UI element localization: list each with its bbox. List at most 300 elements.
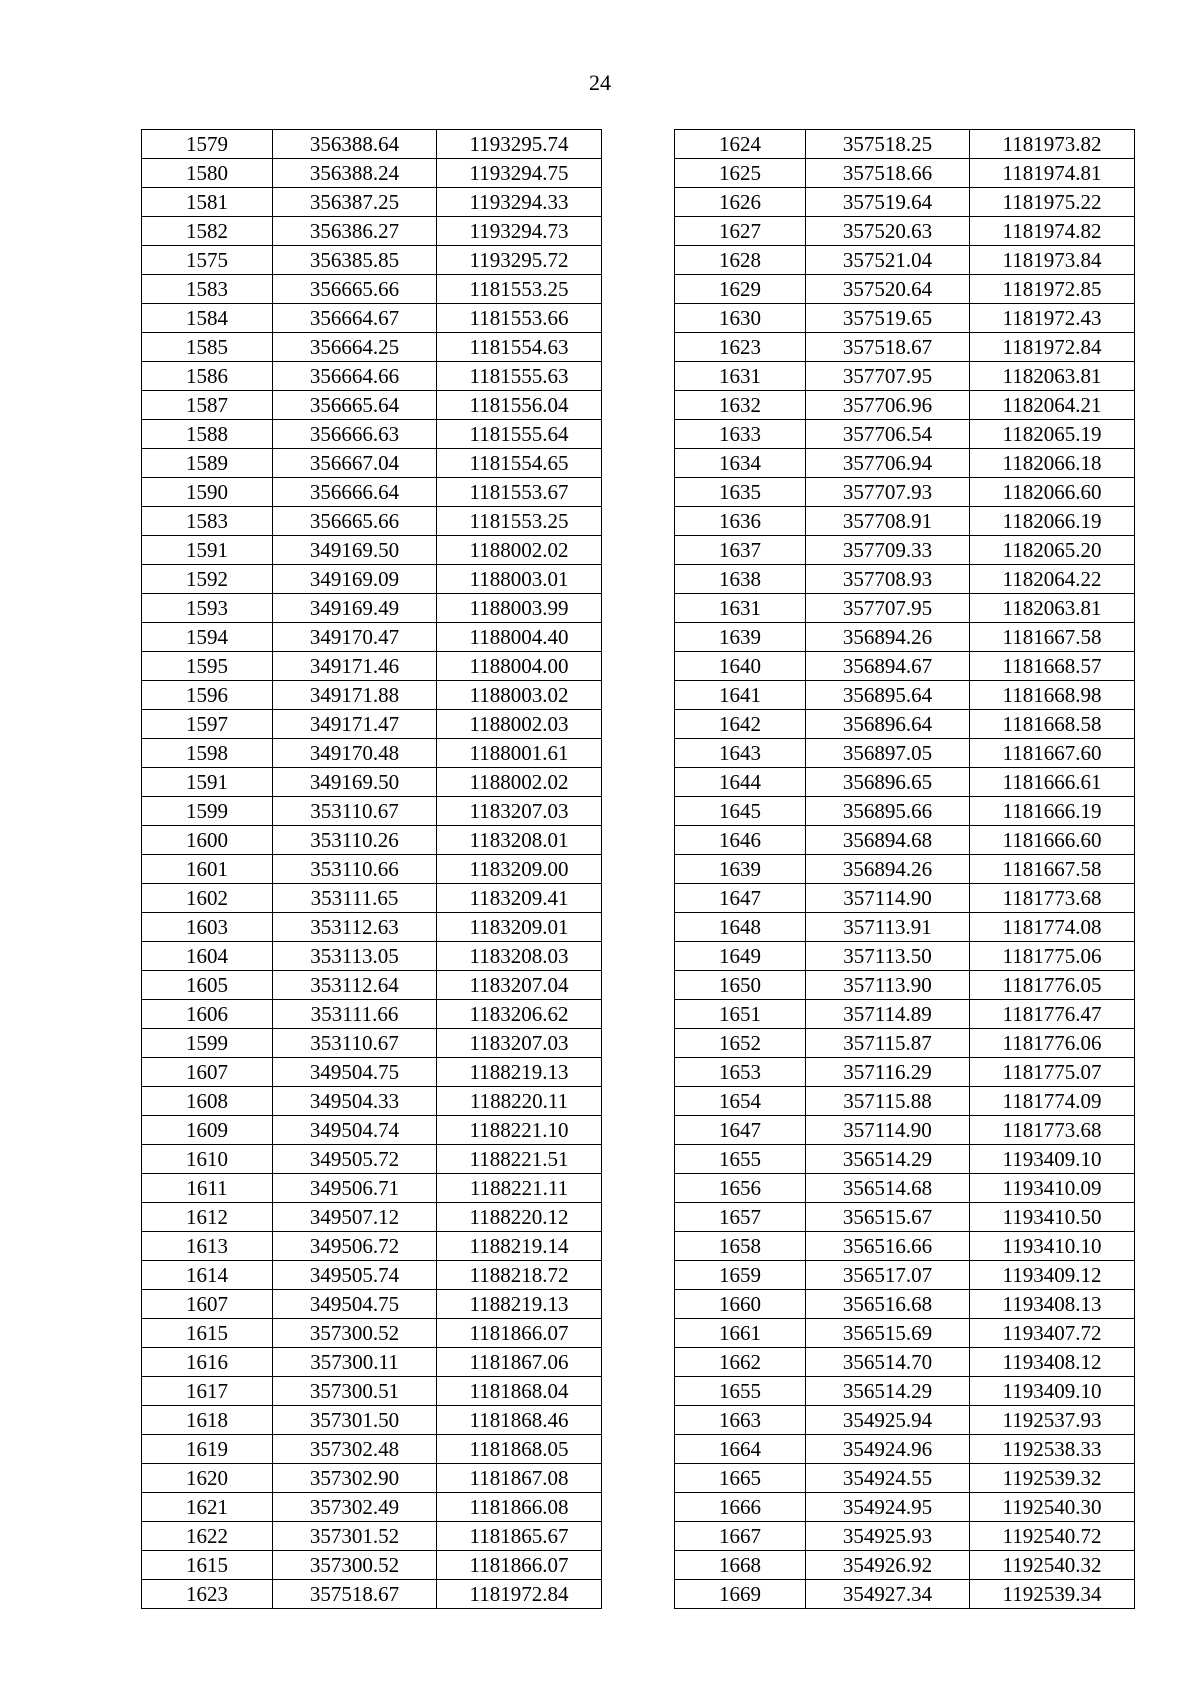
table-row — [675, 420, 1135, 449]
y-coordinate-cell: 1192540.30 — [970, 1493, 1135, 1522]
x-coordinate-cell: 356514.29 — [806, 1377, 970, 1406]
point-number-cell: 1639 — [675, 855, 806, 884]
x-coordinate-cell: 349170.47 — [273, 623, 437, 652]
table-body — [675, 130, 1135, 1609]
table-row — [675, 1319, 1135, 1348]
point-number-cell: 1631 — [675, 594, 806, 623]
x-coordinate-cell: 356515.69 — [806, 1319, 970, 1348]
y-coordinate-cell: 1181667.58 — [970, 623, 1135, 652]
point-number-cell: 1650 — [675, 971, 806, 1000]
table-row — [142, 304, 602, 333]
x-coordinate-cell: 357114.89 — [806, 1000, 970, 1029]
y-coordinate-cell: 1181668.57 — [970, 652, 1135, 681]
x-coordinate-cell: 349169.09 — [273, 565, 437, 594]
table-row — [142, 1551, 602, 1580]
table-row — [675, 1116, 1135, 1145]
y-coordinate-cell: 1181868.04 — [437, 1377, 602, 1406]
point-number-cell: 1642 — [675, 710, 806, 739]
point-number-cell: 1635 — [675, 478, 806, 507]
table-row — [675, 1203, 1135, 1232]
point-number-cell: 1628 — [675, 246, 806, 275]
y-coordinate-cell: 1181666.60 — [970, 826, 1135, 855]
point-number-cell: 1591 — [142, 768, 273, 797]
y-coordinate-cell: 1193410.10 — [970, 1232, 1135, 1261]
y-coordinate-cell: 1188004.00 — [437, 652, 602, 681]
point-number-cell: 1612 — [142, 1203, 273, 1232]
point-number-cell: 1615 — [142, 1319, 273, 1348]
point-number-cell: 1655 — [675, 1377, 806, 1406]
point-number-cell: 1597 — [142, 710, 273, 739]
table-row — [675, 1580, 1135, 1609]
table-row — [675, 159, 1135, 188]
x-coordinate-cell: 357114.90 — [806, 884, 970, 913]
point-number-cell: 1592 — [142, 565, 273, 594]
x-coordinate-cell: 353110.67 — [273, 1029, 437, 1058]
point-number-cell: 1579 — [142, 130, 273, 159]
x-coordinate-cell: 357115.87 — [806, 1029, 970, 1058]
point-number-cell: 1610 — [142, 1145, 273, 1174]
x-coordinate-cell: 349506.72 — [273, 1232, 437, 1261]
y-coordinate-cell: 1188220.11 — [437, 1087, 602, 1116]
point-number-cell: 1631 — [675, 362, 806, 391]
x-coordinate-cell: 356514.68 — [806, 1174, 970, 1203]
x-coordinate-cell: 356664.67 — [273, 304, 437, 333]
y-coordinate-cell: 1181776.06 — [970, 1029, 1135, 1058]
point-number-cell: 1657 — [675, 1203, 806, 1232]
y-coordinate-cell: 1181775.07 — [970, 1058, 1135, 1087]
point-number-cell: 1624 — [675, 130, 806, 159]
table-row — [675, 739, 1135, 768]
table-row — [142, 1319, 602, 1348]
table-row — [675, 710, 1135, 739]
table-row — [142, 1377, 602, 1406]
x-coordinate-cell: 356894.67 — [806, 652, 970, 681]
y-coordinate-cell: 1181866.08 — [437, 1493, 602, 1522]
y-coordinate-cell: 1193295.72 — [437, 246, 602, 275]
x-coordinate-cell: 349504.75 — [273, 1058, 437, 1087]
y-coordinate-cell: 1193410.09 — [970, 1174, 1135, 1203]
y-coordinate-cell: 1181972.84 — [970, 333, 1135, 362]
point-number-cell: 1647 — [675, 1116, 806, 1145]
point-number-cell: 1602 — [142, 884, 273, 913]
table-row — [675, 507, 1135, 536]
point-number-cell: 1637 — [675, 536, 806, 565]
table-row — [142, 217, 602, 246]
table-row — [142, 536, 602, 565]
x-coordinate-cell: 357519.64 — [806, 188, 970, 217]
table-row — [142, 1232, 602, 1261]
table-row — [142, 188, 602, 217]
table-row — [675, 1145, 1135, 1174]
point-number-cell: 1588 — [142, 420, 273, 449]
x-coordinate-cell: 357706.94 — [806, 449, 970, 478]
y-coordinate-cell: 1182065.19 — [970, 420, 1135, 449]
y-coordinate-cell: 1181973.82 — [970, 130, 1135, 159]
table-row — [142, 1522, 602, 1551]
table-row — [675, 1522, 1135, 1551]
table-row — [675, 1377, 1135, 1406]
point-number-cell: 1598 — [142, 739, 273, 768]
table-row — [142, 1000, 602, 1029]
y-coordinate-cell: 1181972.43 — [970, 304, 1135, 333]
y-coordinate-cell: 1188219.14 — [437, 1232, 602, 1261]
point-number-cell: 1613 — [142, 1232, 273, 1261]
point-number-cell: 1583 — [142, 507, 273, 536]
y-coordinate-cell: 1193410.50 — [970, 1203, 1135, 1232]
y-coordinate-cell: 1188002.02 — [437, 536, 602, 565]
x-coordinate-cell: 349505.72 — [273, 1145, 437, 1174]
table-row — [142, 710, 602, 739]
table-row — [675, 942, 1135, 971]
x-coordinate-cell: 353113.05 — [273, 942, 437, 971]
table-row — [675, 449, 1135, 478]
x-coordinate-cell: 349171.47 — [273, 710, 437, 739]
x-coordinate-cell: 356664.25 — [273, 333, 437, 362]
point-number-cell: 1615 — [142, 1551, 273, 1580]
y-coordinate-cell: 1188220.12 — [437, 1203, 602, 1232]
y-coordinate-cell: 1183209.00 — [437, 855, 602, 884]
y-coordinate-cell: 1193295.74 — [437, 130, 602, 159]
point-number-cell: 1665 — [675, 1464, 806, 1493]
x-coordinate-cell: 357300.11 — [273, 1348, 437, 1377]
x-coordinate-cell: 353112.64 — [273, 971, 437, 1000]
y-coordinate-cell: 1188002.02 — [437, 768, 602, 797]
table-row — [142, 913, 602, 942]
y-coordinate-cell: 1183208.01 — [437, 826, 602, 855]
x-coordinate-cell: 356894.26 — [806, 623, 970, 652]
x-coordinate-cell: 357520.63 — [806, 217, 970, 246]
x-coordinate-cell: 357520.64 — [806, 275, 970, 304]
point-number-cell: 1604 — [142, 942, 273, 971]
x-coordinate-cell: 356665.66 — [273, 275, 437, 304]
y-coordinate-cell: 1181774.08 — [970, 913, 1135, 942]
point-number-cell: 1607 — [142, 1290, 273, 1319]
table-row — [142, 130, 602, 159]
x-coordinate-cell: 349171.46 — [273, 652, 437, 681]
y-coordinate-cell: 1192539.34 — [970, 1580, 1135, 1609]
y-coordinate-cell: 1182064.21 — [970, 391, 1135, 420]
y-coordinate-cell: 1181773.68 — [970, 884, 1135, 913]
table-row — [142, 826, 602, 855]
point-number-cell: 1625 — [675, 159, 806, 188]
y-coordinate-cell: 1181667.58 — [970, 855, 1135, 884]
y-coordinate-cell: 1188002.03 — [437, 710, 602, 739]
point-number-cell: 1586 — [142, 362, 273, 391]
table-row — [142, 1493, 602, 1522]
point-number-cell: 1654 — [675, 1087, 806, 1116]
point-number-cell: 1660 — [675, 1290, 806, 1319]
table-row — [675, 1348, 1135, 1377]
table-row — [142, 1290, 602, 1319]
point-number-cell: 1599 — [142, 1029, 273, 1058]
point-number-cell: 1634 — [675, 449, 806, 478]
y-coordinate-cell: 1192537.93 — [970, 1406, 1135, 1435]
y-coordinate-cell: 1192538.33 — [970, 1435, 1135, 1464]
table-row — [675, 1087, 1135, 1116]
x-coordinate-cell: 357300.52 — [273, 1551, 437, 1580]
point-number-cell: 1632 — [675, 391, 806, 420]
x-coordinate-cell: 357302.49 — [273, 1493, 437, 1522]
x-coordinate-cell: 354925.93 — [806, 1522, 970, 1551]
table-row — [675, 681, 1135, 710]
point-number-cell: 1638 — [675, 565, 806, 594]
table-row — [142, 681, 602, 710]
x-coordinate-cell: 357115.88 — [806, 1087, 970, 1116]
point-number-cell: 1621 — [142, 1493, 273, 1522]
table-row — [675, 217, 1135, 246]
point-number-cell: 1662 — [675, 1348, 806, 1377]
table-row — [675, 1000, 1135, 1029]
point-number-cell: 1652 — [675, 1029, 806, 1058]
x-coordinate-cell: 349169.50 — [273, 768, 437, 797]
x-coordinate-cell: 356665.66 — [273, 507, 437, 536]
y-coordinate-cell: 1181776.47 — [970, 1000, 1135, 1029]
x-coordinate-cell: 356515.67 — [806, 1203, 970, 1232]
x-coordinate-cell: 349170.48 — [273, 739, 437, 768]
table-row — [142, 971, 602, 1000]
y-coordinate-cell: 1183208.03 — [437, 942, 602, 971]
table-row — [142, 942, 602, 971]
y-coordinate-cell: 1181773.68 — [970, 1116, 1135, 1145]
x-coordinate-cell: 356386.27 — [273, 217, 437, 246]
x-coordinate-cell: 356516.68 — [806, 1290, 970, 1319]
table-row — [142, 768, 602, 797]
point-number-cell: 1599 — [142, 797, 273, 826]
table-row — [142, 507, 602, 536]
table-row — [142, 1580, 602, 1609]
y-coordinate-cell: 1181553.67 — [437, 478, 602, 507]
point-number-cell: 1640 — [675, 652, 806, 681]
x-coordinate-cell: 356664.66 — [273, 362, 437, 391]
x-coordinate-cell: 357518.66 — [806, 159, 970, 188]
x-coordinate-cell: 357518.67 — [273, 1580, 437, 1609]
x-coordinate-cell: 356665.64 — [273, 391, 437, 420]
x-coordinate-cell: 349504.33 — [273, 1087, 437, 1116]
table-row — [142, 565, 602, 594]
table-row — [142, 159, 602, 188]
y-coordinate-cell: 1192540.32 — [970, 1551, 1135, 1580]
y-coordinate-cell: 1181868.46 — [437, 1406, 602, 1435]
point-number-cell: 1669 — [675, 1580, 806, 1609]
table-row — [142, 594, 602, 623]
x-coordinate-cell: 353111.65 — [273, 884, 437, 913]
point-number-cell: 1648 — [675, 913, 806, 942]
table-row — [675, 1029, 1135, 1058]
y-coordinate-cell: 1181973.84 — [970, 246, 1135, 275]
x-coordinate-cell: 357706.54 — [806, 420, 970, 449]
y-coordinate-cell: 1181555.64 — [437, 420, 602, 449]
point-number-cell: 1659 — [675, 1261, 806, 1290]
table-row — [142, 884, 602, 913]
x-coordinate-cell: 356388.64 — [273, 130, 437, 159]
y-coordinate-cell: 1181974.82 — [970, 217, 1135, 246]
point-number-cell: 1667 — [675, 1522, 806, 1551]
x-coordinate-cell: 356894.26 — [806, 855, 970, 884]
point-number-cell: 1627 — [675, 217, 806, 246]
table-row — [675, 1406, 1135, 1435]
y-coordinate-cell: 1188221.10 — [437, 1116, 602, 1145]
x-coordinate-cell: 357518.25 — [806, 130, 970, 159]
point-number-cell: 1583 — [142, 275, 273, 304]
y-coordinate-cell: 1193294.33 — [437, 188, 602, 217]
x-coordinate-cell: 356894.68 — [806, 826, 970, 855]
y-coordinate-cell: 1193294.75 — [437, 159, 602, 188]
point-number-cell: 1605 — [142, 971, 273, 1000]
table-row — [675, 333, 1135, 362]
point-number-cell: 1606 — [142, 1000, 273, 1029]
table-row — [675, 797, 1135, 826]
point-number-cell: 1626 — [675, 188, 806, 217]
table-row — [675, 1058, 1135, 1087]
y-coordinate-cell: 1183209.41 — [437, 884, 602, 913]
y-coordinate-cell: 1188219.13 — [437, 1290, 602, 1319]
x-coordinate-cell: 356897.05 — [806, 739, 970, 768]
point-number-cell: 1649 — [675, 942, 806, 971]
point-number-cell: 1646 — [675, 826, 806, 855]
point-number-cell: 1633 — [675, 420, 806, 449]
point-number-cell: 1651 — [675, 1000, 806, 1029]
point-number-cell: 1607 — [142, 1058, 273, 1087]
x-coordinate-cell: 357521.04 — [806, 246, 970, 275]
x-coordinate-cell: 357113.91 — [806, 913, 970, 942]
point-number-cell: 1668 — [675, 1551, 806, 1580]
y-coordinate-cell: 1188004.40 — [437, 623, 602, 652]
x-coordinate-cell: 356666.63 — [273, 420, 437, 449]
table-row — [675, 1261, 1135, 1290]
y-coordinate-cell: 1183207.04 — [437, 971, 602, 1000]
y-coordinate-cell: 1181868.05 — [437, 1435, 602, 1464]
y-coordinate-cell: 1188003.99 — [437, 594, 602, 623]
x-coordinate-cell: 354927.34 — [806, 1580, 970, 1609]
point-number-cell: 1594 — [142, 623, 273, 652]
y-coordinate-cell: 1182065.20 — [970, 536, 1135, 565]
table-row — [142, 739, 602, 768]
point-number-cell: 1656 — [675, 1174, 806, 1203]
point-number-cell: 1581 — [142, 188, 273, 217]
point-number-cell: 1636 — [675, 507, 806, 536]
y-coordinate-cell: 1183207.03 — [437, 797, 602, 826]
table-row — [142, 333, 602, 362]
x-coordinate-cell: 357113.50 — [806, 942, 970, 971]
point-number-cell: 1655 — [675, 1145, 806, 1174]
table-row — [675, 130, 1135, 159]
table-row — [142, 1116, 602, 1145]
point-number-cell: 1630 — [675, 304, 806, 333]
x-coordinate-cell: 349169.50 — [273, 536, 437, 565]
table-row — [142, 1203, 602, 1232]
point-number-cell: 1661 — [675, 1319, 806, 1348]
point-number-cell: 1595 — [142, 652, 273, 681]
point-number-cell: 1619 — [142, 1435, 273, 1464]
point-number-cell: 1600 — [142, 826, 273, 855]
table-row — [675, 275, 1135, 304]
y-coordinate-cell: 1181668.98 — [970, 681, 1135, 710]
y-coordinate-cell: 1181554.65 — [437, 449, 602, 478]
y-coordinate-cell: 1181866.07 — [437, 1551, 602, 1580]
table-row — [142, 1348, 602, 1377]
table-body — [142, 130, 602, 1609]
x-coordinate-cell: 349169.49 — [273, 594, 437, 623]
point-number-cell: 1614 — [142, 1261, 273, 1290]
y-coordinate-cell: 1182064.22 — [970, 565, 1135, 594]
x-coordinate-cell: 349505.74 — [273, 1261, 437, 1290]
x-coordinate-cell: 354924.95 — [806, 1493, 970, 1522]
point-number-cell: 1620 — [142, 1464, 273, 1493]
point-number-cell: 1589 — [142, 449, 273, 478]
table-row — [675, 536, 1135, 565]
table-row — [675, 971, 1135, 1000]
x-coordinate-cell: 353110.67 — [273, 797, 437, 826]
y-coordinate-cell: 1183209.01 — [437, 913, 602, 942]
y-coordinate-cell: 1183206.62 — [437, 1000, 602, 1029]
point-number-cell: 1664 — [675, 1435, 806, 1464]
table-row — [142, 1029, 602, 1058]
table-row — [675, 1551, 1135, 1580]
point-number-cell: 1601 — [142, 855, 273, 884]
table-row — [142, 1087, 602, 1116]
point-number-cell: 1593 — [142, 594, 273, 623]
table-row — [675, 478, 1135, 507]
y-coordinate-cell: 1192539.32 — [970, 1464, 1135, 1493]
table-row — [675, 884, 1135, 913]
coordinates-table-right — [674, 129, 1135, 1609]
x-coordinate-cell: 349171.88 — [273, 681, 437, 710]
y-coordinate-cell: 1181666.19 — [970, 797, 1135, 826]
y-coordinate-cell: 1181553.25 — [437, 507, 602, 536]
point-number-cell: 1622 — [142, 1522, 273, 1551]
table-row — [675, 362, 1135, 391]
point-number-cell: 1618 — [142, 1406, 273, 1435]
table-row — [675, 246, 1135, 275]
y-coordinate-cell: 1181866.07 — [437, 1319, 602, 1348]
point-number-cell: 1663 — [675, 1406, 806, 1435]
y-coordinate-cell: 1193408.12 — [970, 1348, 1135, 1377]
x-coordinate-cell: 354926.92 — [806, 1551, 970, 1580]
point-number-cell: 1584 — [142, 304, 273, 333]
point-number-cell: 1644 — [675, 768, 806, 797]
y-coordinate-cell: 1182066.18 — [970, 449, 1135, 478]
table-row — [675, 188, 1135, 217]
table-row — [675, 913, 1135, 942]
y-coordinate-cell: 1183207.03 — [437, 1029, 602, 1058]
point-number-cell: 1575 — [142, 246, 273, 275]
y-coordinate-cell: 1181667.60 — [970, 739, 1135, 768]
x-coordinate-cell: 357709.33 — [806, 536, 970, 565]
page-number: 24 — [589, 70, 611, 95]
point-number-cell: 1591 — [142, 536, 273, 565]
x-coordinate-cell: 354924.55 — [806, 1464, 970, 1493]
table-row — [142, 275, 602, 304]
x-coordinate-cell: 356895.66 — [806, 797, 970, 826]
y-coordinate-cell: 1182063.81 — [970, 594, 1135, 623]
point-number-cell: 1616 — [142, 1348, 273, 1377]
y-coordinate-cell: 1193409.10 — [970, 1145, 1135, 1174]
y-coordinate-cell: 1181775.06 — [970, 942, 1135, 971]
table-row — [675, 768, 1135, 797]
y-coordinate-cell: 1188221.11 — [437, 1174, 602, 1203]
x-coordinate-cell: 357114.90 — [806, 1116, 970, 1145]
point-number-cell: 1653 — [675, 1058, 806, 1087]
table-row — [142, 449, 602, 478]
x-coordinate-cell: 356896.65 — [806, 768, 970, 797]
y-coordinate-cell: 1181867.06 — [437, 1348, 602, 1377]
table-row — [675, 1464, 1135, 1493]
point-number-cell: 1611 — [142, 1174, 273, 1203]
x-coordinate-cell: 349507.12 — [273, 1203, 437, 1232]
table-row — [142, 1406, 602, 1435]
point-number-cell: 1641 — [675, 681, 806, 710]
x-coordinate-cell: 353111.66 — [273, 1000, 437, 1029]
